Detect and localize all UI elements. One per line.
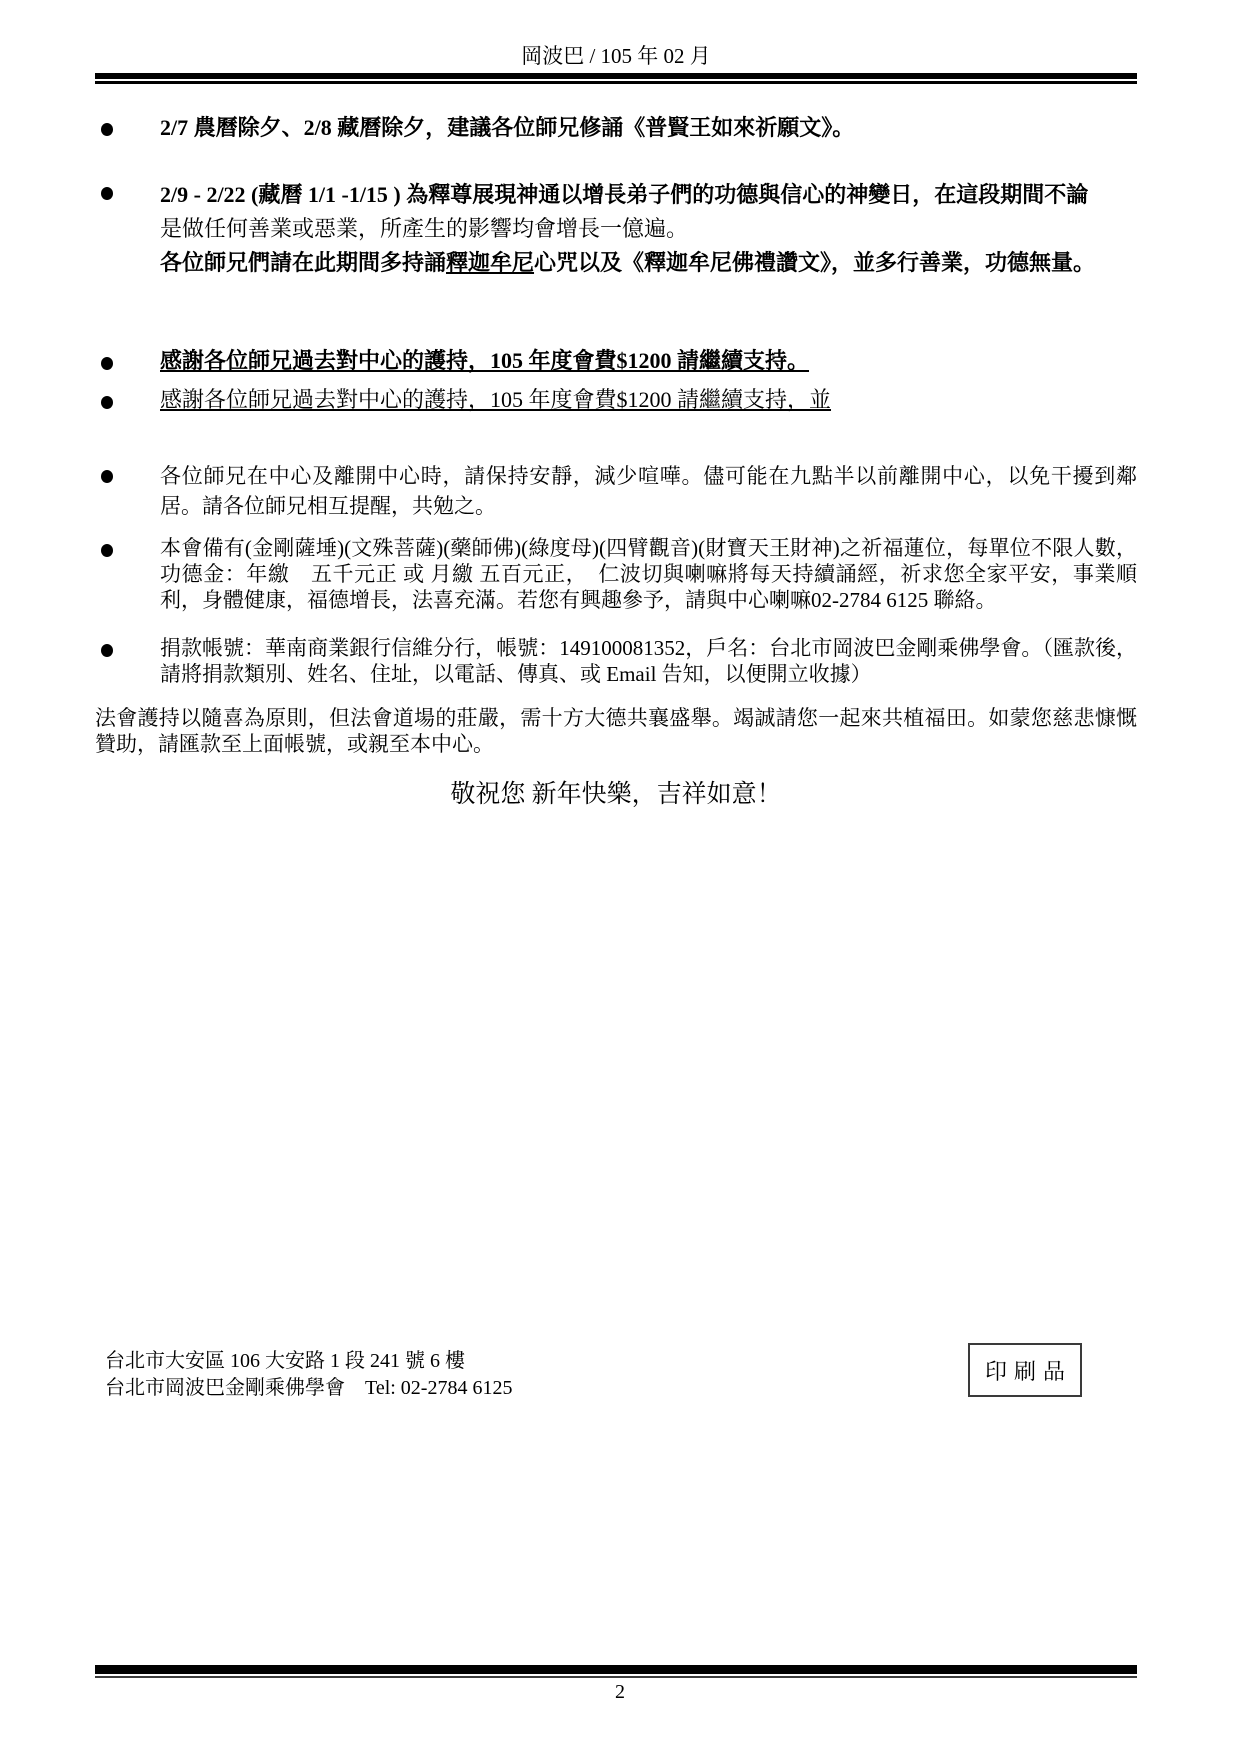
bullet-dot (95, 535, 160, 557)
header-double-rule (95, 73, 1137, 84)
bullet-item-donation-account (95, 635, 1137, 687)
bullet-text: 感謝各位師兄過去對中心的護持，105 年度會費$1200 請繼續支持。 (160, 348, 810, 373)
text-line: 是做任何善業或惡業，所產生的影響均會增長一億遍。 (160, 216, 689, 241)
bullet-item-quietness (95, 461, 1137, 521)
text-segment: 各位師兄們請在此期間多持誦 (160, 250, 447, 275)
bullet-dot-icon (101, 187, 113, 200)
bullet-item-membership-fee (95, 348, 1137, 374)
bullet-item-membership-fee-alt (95, 387, 1137, 413)
bullet-text: 感謝各位師兄過去對中心的護持，105 年度會費$1200 請繼續支持，並 (160, 387, 832, 412)
page-number: 2 (615, 1681, 625, 1703)
bullet-item-new-year (95, 114, 1137, 141)
dharma-support-paragraph: 法會護持以隨喜為原則，但法會道場的莊嚴，需十方大德共襄盛舉。竭誠請您一起來共植福田。如蒙您慈悲慷慨贊助，請匯款至上面帳號，或親至本中心。 (95, 706, 1137, 756)
bullet-text: 本會備有(金剛薩埵)(文殊菩薩)(藥師佛)(綠度母)(四臂觀音)(財寶天王財神)之祈福蓮位，每單位不限人數，功德金：年繳 五千元正 或 月繳 五百元正， 仁波切與喇嘛將每天持續誦經，祈求您全家平安，事業順利，身體健康，福德增長，法喜充滿。若您有興趣參予，請與中心喇嘛02-2784 6125 聯絡。 (160, 536, 1137, 612)
bullet-dot-icon (101, 644, 113, 657)
bullet-text: 捐款帳號：華南商業銀行信維分行，帳號：149100081352，戶名：台北市岡波巴金剛乘佛學會。（匯款後，請將捐款類別、姓名、住址，以電話、傳真、或 Email 告知，以便開立收據） (160, 636, 1137, 686)
text-line (160, 246, 1137, 280)
page-header-title: 岡波巴 / 105 年 02 月 (521, 44, 711, 68)
printed-matter-box (968, 1343, 1082, 1397)
address-line-1: 台北市大安區 106 大安路 1 段 241 號 6 樓 (105, 1350, 465, 1372)
address-line-2: 台北市岡波巴金剛乘佛學會 Tel: 02-2784 6125 (105, 1377, 513, 1399)
bullet-dot (95, 387, 160, 409)
bullet-dot-icon (101, 544, 113, 557)
bullet-dot (95, 114, 160, 136)
bullet-text: 各位師兄在中心及離開中心時，請保持安靜，減少喧嘩。儘可能在九點半以前離開中心，以免干擾到鄰居。請各位師兄相互提醒，共勉之。 (160, 464, 1137, 518)
bullet-dot (95, 178, 160, 200)
bullet-dot-icon (101, 123, 113, 136)
bullet-text: 2/7 農曆除夕、2/8 藏曆除夕，建議各位師兄修誦《普賢王如來祈願文》。 (160, 115, 855, 140)
bullet-dot-icon (101, 357, 113, 370)
printed-matter-label: 印刷品 (984, 1358, 1072, 1384)
bullet-dot (95, 635, 160, 657)
bullet-dot-icon (101, 470, 113, 483)
bullet-dot-icon (101, 396, 113, 409)
underlined-text-segment: 釋迦牟尼 (446, 250, 535, 275)
footer-double-rule (95, 1665, 1137, 1678)
text-line: 2/9 - 2/22 (藏曆 1/1 -1/15 ) 為釋尊展現神通以增長弟子們的功德與信心的神變日，在這段期間不論 (160, 182, 1089, 207)
text-segment: 心咒以及《釋迦牟尼佛禮讚文》，並多行善業，功德無量。 (534, 250, 1096, 275)
bullet-item-miracle-days (95, 178, 1137, 280)
bullet-dot (95, 348, 160, 370)
footer-address (105, 1348, 512, 1402)
bullet-item-lotus-seats (95, 535, 1137, 613)
page-content (0, 0, 1240, 810)
bullet-dot (95, 461, 160, 483)
bullet-text (160, 178, 1137, 280)
new-year-greeting: 敬祝您 新年快樂，吉祥如意！ (450, 781, 782, 808)
